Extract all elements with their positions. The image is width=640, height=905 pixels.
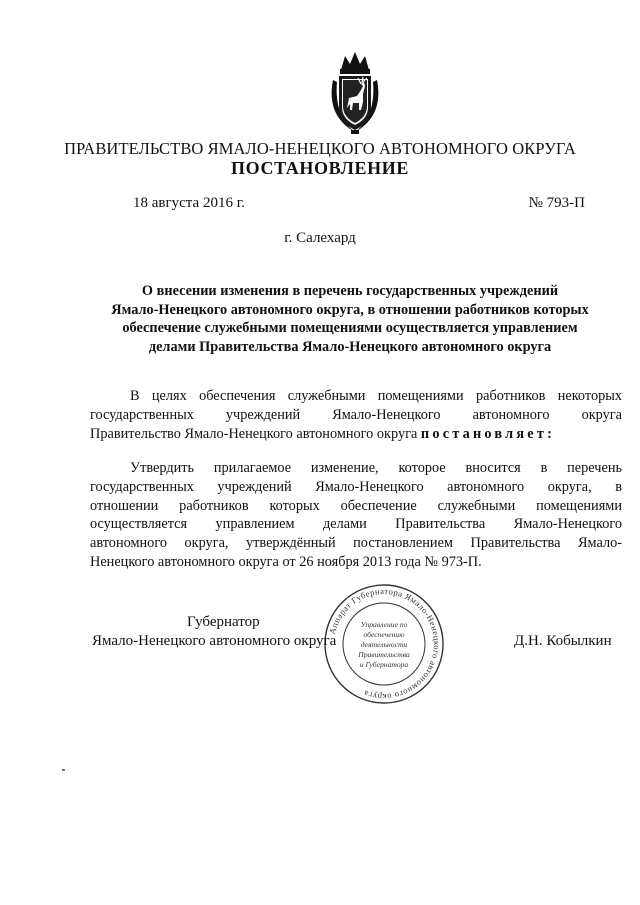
document-subject	[90, 282, 610, 356]
seal-center-line: и Губернатора	[359, 660, 409, 669]
paragraph-line: автономного округа, утверждённый постановлением Правительства Ямало-	[90, 535, 622, 552]
seal-center-line: обеспечению	[363, 630, 405, 639]
paragraph-line: Утвердить прилагаемое изменение, которое вносится в перечень	[130, 460, 622, 476]
signatory-region: Ямало-Ненецкого автономного округа	[92, 633, 337, 649]
resolution-paragraph	[90, 459, 622, 572]
paragraph-text: Правительство Ямало-Ненецкого автономного округа	[90, 425, 421, 442]
yamal-nenets-coat-of-arms-icon	[327, 50, 383, 136]
government-title: ПРАВИТЕЛЬСТВО ЯМАЛО-НЕНЕЦКОГО АВТОНОМНОГО ОКРУГА	[64, 139, 576, 158]
seal-center-line: деятельности	[360, 640, 408, 649]
paragraph-line: государственных учреждений Ямало-Ненецкого автономного округа, в	[90, 478, 622, 495]
signatory-title: Губернатор	[187, 614, 260, 630]
paragraph-line: осуществляется управлением делами Правительства Ямало-Ненецкого	[90, 516, 622, 533]
paragraph-line: Ненецкого автономного округа от 26 ноября 2013 года № 973-П.	[90, 553, 482, 570]
paragraph-line: государственных учреждений Ямало-Ненецкого автономного округа	[90, 406, 622, 423]
document-type: ПОСТАНОВЛЕНИЕ	[231, 158, 409, 178]
paragraph-line	[90, 425, 622, 444]
signatory-name: Д.Н. Кобылкин	[514, 633, 612, 649]
subject-line: обеспечение служебными помещениями осуществляется управлением	[122, 320, 578, 336]
document-number: № 793-П	[528, 195, 585, 211]
subject-line: делами Правительства Ямало-Ненецкого автономного округа	[148, 338, 552, 355]
resolution-verb: постановляет:	[420, 425, 556, 442]
round-official-seal-icon	[322, 582, 446, 706]
subject-line: О внесении изменения в перечень государственных учреждений	[141, 283, 559, 299]
preamble-paragraph	[90, 387, 622, 443]
document-date: 18 августа 2016 г.	[133, 195, 245, 211]
document-city: г. Салехард	[284, 230, 356, 246]
seal-center-line: Управление по	[360, 620, 408, 629]
scan-speck	[62, 769, 65, 771]
paragraph-line: отношении работников которых обеспечение служебными помещениями	[90, 497, 622, 514]
seal-ring-text: Аппарат Губернатора Ямало-Ненецкого автономного округа	[327, 585, 443, 703]
paragraph-line: В целях обеспечения служебными помещениями работников некоторых	[130, 388, 622, 404]
subject-line: Ямало-Ненецкого автономного округа, в отношении работников которых	[111, 301, 589, 318]
seal-center-line: Правительства	[358, 650, 410, 659]
